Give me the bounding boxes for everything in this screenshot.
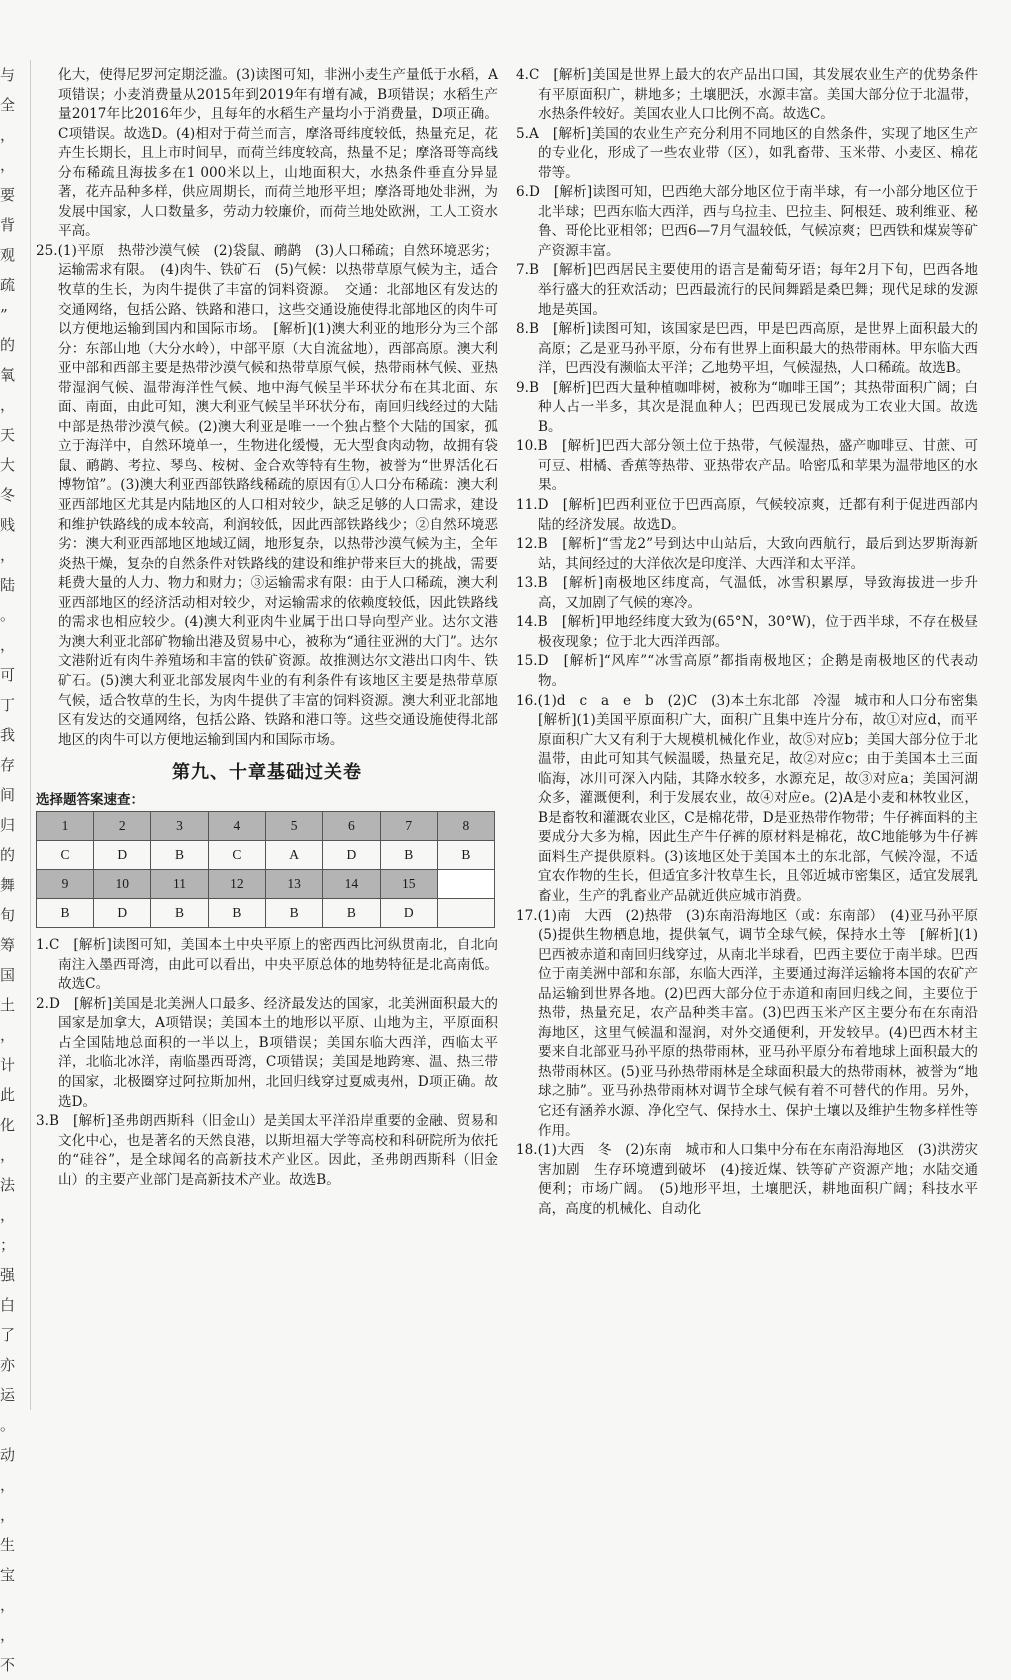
- key-answer: B: [437, 841, 494, 870]
- gutter-glyph: ，: [0, 546, 16, 564]
- gutter-glyph: 陆: [0, 576, 16, 594]
- gutter-glyph: 不: [0, 1656, 16, 1674]
- gutter-glyph: 亦: [0, 1356, 16, 1374]
- gutter-glyph: 与: [0, 66, 16, 84]
- answer-2: 2.D [解析]美国是北美洲人口最多、经济最发达的国家，北美洲面积最大的国家是加拿大，A项错误；美国本土的地形以平原、山地为主，平原面积占全国陆地总面积的一半以上，B项错误；美国东临大西洋，西临太平洋，北临北冰洋，南临墨西哥湾，C项错误；美国是地跨寒、温、热三带的国家，北极圈穿过阿拉斯加州，北回归线穿过夏威夷州，D项正确。故选D。: [36, 995, 498, 1110]
- gutter-glyph: 。: [0, 1416, 16, 1434]
- key-answer: B: [323, 899, 380, 928]
- answer-key-table: [36, 811, 495, 928]
- answer-8: 8.B [解析]读图可知，该国家是巴西，甲是巴西高原，是世界上面积最大的高原；乙是亚马孙平原，分布有世界上面积最大的热带雨林。甲东临大西洋，巴西没有濒临太平洋；乙地势平坦，气候湿热，人口稀疏。故选B。: [516, 321, 978, 377]
- gutter-glyph: 贱: [0, 516, 16, 534]
- gutter-glyph: 宝: [0, 1566, 16, 1584]
- gutter-glyph: 间: [0, 786, 16, 804]
- key-num: 3: [151, 812, 208, 841]
- gutter-glyph: 舞: [0, 876, 16, 894]
- key-num: 9: [37, 870, 94, 899]
- answer-key-title: 选择题答案速查：: [36, 792, 144, 809]
- gutter-glyph: 的: [0, 336, 16, 354]
- gutter-glyph: 的: [0, 846, 16, 864]
- gutter-glyph: 全: [0, 96, 16, 114]
- gutter-glyph: 丁: [0, 696, 16, 714]
- key-answer: D: [323, 841, 380, 870]
- section-title: 第九、十章基础过关卷: [172, 762, 362, 784]
- key-answer: C: [37, 841, 94, 870]
- gutter-glyph: ；: [0, 1236, 16, 1254]
- answer-13: 13.B [解析]南极地区纬度高，气温低，冰雪积累厚，导致海拔进一步升高，又加剧了气候的寒冷。: [516, 575, 978, 611]
- key-num: 10: [94, 870, 151, 899]
- key-num: 6: [323, 812, 380, 841]
- key-num: 1: [37, 812, 94, 841]
- answer-18: 18.(1)大西 冬 (2)东南 城市和人口集中分布在东南沿海地区 (3)洪涝灾害加剧 生存环境遭到破坏 (4)接近煤、铁等矿产资源产地；水陆交通便利；市场广阔。 (5)地形平坦，土壤肥沃，耕地面积广阔；科技水平高，高度的机械化、自动化: [516, 1142, 978, 1217]
- answer-16: 16.(1)d c a e b (2)C (3)本土东北部 冷湿 城市和人口分布密集 [解析](1)美国平原面积广大，面积广且集中连片分布，故①对应d，而平原面积广大又有利于大规模机械化作业，故⑤对应b；美国大部分位于北温带，由此可知其气候温暖，热量充足，故②对应c；由于美国本土三面临海，冰川可深入内陆，其降水较多，水源充足，故③对应a；美国河湖众多，灌溉便利，利于发展农业，故④对应e。(2)A是小麦和林牧业区，B是畜牧和灌溉农业区，C是棉花带，D是亚热带作物带；牛仔裤面料的主要成分大多为棉，因此生产牛仔裤的原材料是棉花，故C地能够为牛仔裤面料生产提供原料。(3)该地区处于美国本土的东北部，气候冷湿，不适宜农作物的生长，但适宜多汁牧草生长，且邻近城市密集区，适宜发展乳畜业，生产的乳畜业产品就近供应城市消费。: [516, 692, 992, 904]
- gutter-glyph: 归: [0, 816, 16, 834]
- key-answer: B: [208, 899, 265, 928]
- left-column: [36, 66, 498, 1190]
- gutter-glyph: 观: [0, 246, 16, 264]
- gutter-glyph: ，: [0, 396, 16, 414]
- answer-17: 17.(1)南 大西 (2)热带 (3)东南沿海地区（或：东南部） (4)亚马孙平原 (5)提供生物栖息地，提供氧气，调节全球气候，保持水土等 [解析](1)巴西被赤道和南回归线穿过，从南北半球看，巴西主要位于南半球。巴西位于南美洲中部和东部，东临大西洋，主要通过海洋运输将本国的农矿产品运输到世界各地。(2)巴西大部分位于赤道和南回归线之间，主要位于热带，热量充足，农产品种类丰富。(3)巴西玉米产区主要分布在东南沿海地区，这里气候温和湿润，对外交通便利，开发较早。(4)巴西木材主要来自北部亚马孙平原的热带雨林，亚马孙平原分布着地球上面积最大的热带雨林区。(5)亚马孙热带雨林是全球面积最大的热带雨林，被誉为“地球之肺”。亚马孙热带雨林对调节全球气候有着不可替代的作用。另外，它还有涵养水源、净化空气、保持水土、保护土壤以及维护生物多样性等作用。: [516, 907, 992, 1139]
- gutter-glyph: 氧: [0, 366, 16, 384]
- answer-12: 12.B [解析]“雪龙2”号到达中山站后，大致向西航行，最后到达罗斯海新站，其间经过的大洋依次是印度洋、大西洋和太平洋。: [516, 536, 978, 572]
- gutter-glyph: ，: [0, 1596, 16, 1614]
- answer-key-answer-row: [37, 841, 495, 870]
- answer-25: 25.(1)平原 热带沙漠气候 (2)袋鼠、鸸鹋 (3)人口稀疏；自然环境恶劣；运输需求有限。 (4)肉牛、铁矿石 (5)气候：以热带草原气候为主，适合牧草的生长，为肉牛提供了丰富的饲料资源。 交通：北部地区有发达的交通网络，包括公路、铁路和港口，这些交通设施使得北部地区的肉牛可以方便地运输到国内和国际市场。 [解析](1)澳大利亚的地形分为三个部分：东部山地（大分水岭），中部平原（大自流盆地），西部高原。澳大利亚中部和西部主要是热带沙漠气候和热带草原气候，热带雨林气候、亚热带湿润气候、温带海洋性气候、地中海气候呈半环状分布在其北面、东面、南面，由此可知，澳大利亚气候呈半环状分布，南回归线经过的大陆中部是热带沙漠气候。(2)澳大利亚是唯一一个独占整个大陆的国家，孤立于海洋中，自然环境单一，生物进化缓慢，无大型食肉动物，故拥有袋鼠、鸸鹋、考拉、琴鸟、桉树、金合欢等特有生物，被誉为“世界活化石博物馆”。(3)澳大利亚西部铁路线稀疏的原因有①人口分布稀疏：澳大利亚西部地区尤其是内陆地区的人口相对较少，缺乏足够的人口需求，建设和维护铁路线的成本较高，利润较低，因此西部铁路线少；②自然环境恶劣：澳大利亚西部地区地域辽阔，地形复杂，以热带沙漠气候为主，全年炎热干燥，复杂的自然条件对铁路线的建设和维护带来巨大的挑战，需要耗费大量的人力、物力和财力；③运输需求有限：由于人口稀疏，澳大利亚西部地区的经济活动相对较少，对运输需求的依赖度较低，因此铁路线的需求也相应较少。(4)澳大利亚肉牛业属于出口导向型产业。达尔文港为澳大利亚北部矿物输出港及贸易中心，被称为“通往亚洲的大门”。达尔文港附近有肉牛养殖场和丰富的铁矿资源。故推测达尔文港出口肉牛、铁矿石。(5)澳大利亚北部发展肉牛业的有利条件有该地区主要是热带草原气候，适合牧草的生长，为肉牛提供了丰富的饲料资源。澳大利亚北部地区有发达的交通网络，包括公路、铁路和港口等。这些交通设施使得北部地区的肉牛可以方便地运输到国内和国际市场。: [36, 242, 498, 748]
- answer-3: 3.B [解析]圣弗朗西斯科（旧金山）是美国太平洋沿岸重要的金融、贸易和文化中心，也是著名的天然良港，以斯坦福大学等高校和科研院所为依托的“硅谷”，是全球闻名的高新技术产业区。因此，圣弗朗西斯科（旧金山）的主要产业部门是高新技术产业。故选B。: [36, 1113, 498, 1188]
- gutter-glyph: 化: [0, 1116, 16, 1134]
- answer-key-number-row: [37, 870, 495, 899]
- gutter-glyph: 此: [0, 1086, 16, 1104]
- key-answer: B: [151, 841, 208, 870]
- key-num: 12: [208, 870, 265, 899]
- key-answer: B: [37, 899, 94, 928]
- answer-key-number-row: [37, 812, 495, 841]
- key-answer-empty: [437, 899, 494, 928]
- key-answer: B: [265, 899, 322, 928]
- answer-9: 9.B [解析]巴西大量种植咖啡树，被称为“咖啡王国”；其热带面积广阔；白种人占一半多，其次是混血种人；巴西现已发展成为工农业大国。故选B。: [516, 379, 978, 435]
- gutter-glyph: 土: [0, 996, 16, 1014]
- gutter-glyph: 法: [0, 1176, 16, 1194]
- key-num: 5: [265, 812, 322, 841]
- answer-15: 15.D [解析]“风库”“冰雪高原”都指南极地区；企鹅是南极地区的代表动物。: [516, 653, 978, 689]
- key-num: 11: [151, 870, 208, 899]
- gutter-glyph: 生: [0, 1536, 16, 1554]
- key-answer: D: [380, 899, 437, 928]
- gutter-glyph: 要: [0, 186, 16, 204]
- gutter-glyph: 旬: [0, 906, 16, 924]
- answer-1: 1.C [解析]读图可知，美国本土中央平原上的密西西比河纵贯南北，自北向南注入墨西哥湾，由此可以看出，中央平原总体的地势特征是北高南低。故选C。: [36, 937, 498, 993]
- gutter-glyph: ，: [0, 1506, 16, 1524]
- answer-10: 10.B [解析]巴西大部分领土位于热带，气候湿热，盛产咖啡豆、甘蔗、可可豆、柑橘、香蕉等热带、亚热带农产品。哈密瓜和苹果为温带地区的水果。: [516, 438, 978, 494]
- gutter-glyph: ”: [0, 306, 8, 324]
- page-edge-divider: [30, 60, 31, 1410]
- gutter-glyph: 冬: [0, 486, 16, 504]
- binding-margin-text: [0, 60, 26, 1674]
- gutter-glyph: 国: [0, 966, 16, 984]
- key-answer: A: [265, 841, 322, 870]
- answer-6: 6.D [解析]读图可知，巴西绝大部分地区位于南半球，有一小部分地区位于北半球；巴西东临大西洋，西与乌拉圭、巴拉圭、阿根廷、玻利维亚、秘鲁、哥伦比亚相邻；巴西6—7月气温较低，气候凉爽；巴西铁和煤炭等矿产资源丰富。: [516, 184, 978, 259]
- answer-7: 7.B [解析]巴西居民主要使用的语言是葡萄牙语；每年2月下旬，巴西各地举行盛大的狂欢活动；巴西最流行的民间舞蹈是桑巴舞；现代足球的发源地是英国。: [516, 262, 978, 318]
- key-answer: D: [94, 899, 151, 928]
- answer-14: 14.B [解析]甲地经纬度大致为(65°N，30°W)，位于西半球，不存在极昼极夜现象；位于北大西洋西部。: [516, 614, 978, 650]
- gutter-glyph: ，: [0, 1626, 16, 1644]
- answer-11: 11.D [解析]巴西利亚位于巴西高原，气候较凉爽，迁都有利于促进西部内陆的经济发展。故选D。: [516, 497, 978, 533]
- key-num-empty: [437, 870, 494, 899]
- q24-continuation: 化大，使得尼罗河定期泛滥。(3)读图可知，非洲小麦生产量低于水稻，A项错误；小麦消费量从2015年到2019年有增有减，B项错误；水稻生产量2017年比2016年少，且每年的水稻生产量均小于消费量，D项正确。C项错误。故选D。(4)相对于荷兰而言，摩洛哥纬度较低，热量充足，花卉生长期长，且上市时间早，而荷兰纬度较高，热量不足；摩洛哥等高线分布稀疏且海拔多在1 000米以上，山地面积大，水热条件垂直分异显著，花卉品种多样，供应周期长，而荷兰地形平坦；摩洛哥地处非洲，为发展中国家，人口数量多，劳动力较廉价，而荷兰地处欧洲，工人工资水平高。: [58, 67, 498, 240]
- gutter-glyph: ，: [0, 126, 16, 144]
- key-answer: C: [208, 841, 265, 870]
- gutter-glyph: 强: [0, 1266, 16, 1284]
- key-num: 13: [265, 870, 322, 899]
- gutter-glyph: ，: [0, 1206, 16, 1224]
- gutter-glyph: 存: [0, 756, 16, 774]
- right-column: [516, 66, 992, 1219]
- gutter-glyph: 。: [0, 606, 16, 624]
- gutter-glyph: ，: [0, 1026, 16, 1044]
- gutter-glyph: 天: [0, 426, 16, 444]
- gutter-glyph: ，: [0, 1476, 16, 1494]
- gutter-glyph: 了: [0, 1326, 16, 1344]
- key-answer: B: [151, 899, 208, 928]
- gutter-glyph: 可: [0, 666, 16, 684]
- key-num: 2: [94, 812, 151, 841]
- gutter-glyph: 我: [0, 726, 16, 744]
- key-answer: D: [94, 841, 151, 870]
- gutter-glyph: ，: [0, 1146, 16, 1164]
- gutter-glyph: 背: [0, 216, 16, 234]
- gutter-glyph: 动: [0, 1446, 16, 1464]
- gutter-glyph: 大: [0, 456, 16, 474]
- gutter-glyph: 白: [0, 1296, 16, 1314]
- key-num: 8: [437, 812, 494, 841]
- key-num: 7: [380, 812, 437, 841]
- gutter-glyph: 运: [0, 1386, 16, 1404]
- key-num: 4: [208, 812, 265, 841]
- gutter-glyph: 计: [0, 1056, 16, 1074]
- answer-key-answer-row: [37, 899, 495, 928]
- gutter-glyph: ，: [0, 156, 16, 174]
- answer-5: 5.A [解析]美国的农业生产充分利用不同地区的自然条件，实现了地区生产的专业化，形成了一些农业带（区），如乳畜带、玉米带、小麦区、棉花带等。: [516, 125, 978, 181]
- key-num: 15: [380, 870, 437, 899]
- gutter-glyph: 筹: [0, 936, 16, 954]
- key-num: 14: [323, 870, 380, 899]
- key-answer: B: [380, 841, 437, 870]
- gutter-glyph: ，: [0, 636, 16, 654]
- gutter-glyph: 疏: [0, 276, 16, 294]
- answer-4: 4.C [解析]美国是世界上最大的农产品出口国，其发展农业生产的优势条件有平原面积广，耕地多；土壤肥沃，水源丰富。美国大部分位于北温带，水热条件较好。美国农业人口比例不高。故选C。: [516, 67, 978, 123]
